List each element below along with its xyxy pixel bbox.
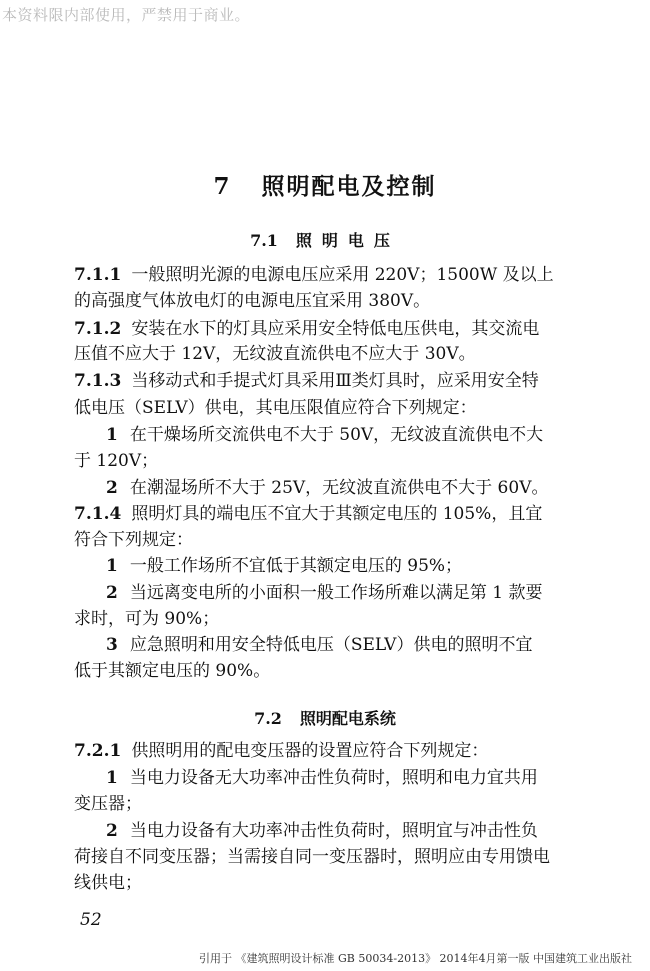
section-number: 7.1	[250, 231, 278, 250]
item-7-2-1-2-line-3: 线供电；	[74, 873, 142, 893]
item-text: 应急照明和用安全特低电压（SELV）供电的照明不宜	[129, 635, 533, 655]
section-title-7-2	[0, 706, 650, 729]
item-7-1-4-2-line-2: 求时，可为 90%；	[74, 609, 220, 629]
item-7-2-1-2-line-1	[106, 820, 538, 842]
citation-footer: 引用于 《建筑照明设计标准 GB 50034-2013》 2014年4月第一版 中国建筑工业出版社	[199, 952, 633, 965]
clause-number: 7.1.1	[74, 265, 122, 285]
item-number: 3	[106, 635, 118, 655]
item-number: 2	[106, 821, 118, 841]
item-text: 在干燥场所交流供电不大于 50V，无纹波直流供电不大	[129, 425, 544, 445]
clause-text: 供照明用的配电变压器的设置应符合下列规定：	[131, 741, 489, 761]
item-number: 1	[106, 556, 118, 576]
item-7-2-1-1-line-1	[106, 767, 538, 789]
item-7-1-4-1	[106, 555, 462, 577]
clause-text: 照明灯具的端电压不宜大于其额定电压的 105%，且宜	[131, 504, 543, 524]
clause-7-1-3-line-2: 低电压（SELV）供电，其电压限值应符合下列规定：	[74, 398, 477, 418]
clause-7-1-4-line-2: 符合下列规定：	[74, 530, 193, 550]
chapter-number: 7	[213, 173, 232, 200]
clause-7-1-2-line-1	[74, 318, 539, 340]
clause-7-1-3-line-1	[74, 370, 539, 392]
item-7-1-3-1-line-2: 于 120V；	[74, 451, 159, 471]
item-7-1-4-3-line-2: 低于其额定电压的 90%。	[74, 661, 271, 681]
section-number: 7.2	[254, 709, 282, 728]
clause-text: 一般照明光源的电源电压应采用 220V；1500W 及以上	[131, 265, 554, 285]
item-text: 一般工作场所不宜低于其额定电压的 95%；	[129, 556, 463, 576]
clause-number: 7.1.2	[74, 319, 122, 339]
clause-number: 7.1.3	[74, 371, 122, 391]
section-title-text: 照明电压	[295, 231, 400, 250]
clause-7-1-1-line-1	[74, 264, 554, 286]
chapter-title	[0, 168, 650, 201]
item-7-2-1-2-line-2: 荷接自不同变压器；当需接自同一变压器时，照明应由专用馈电	[74, 847, 550, 867]
clause-7-1-4-line-1	[74, 503, 542, 525]
chapter-title-text: 照明配电及控制	[261, 173, 437, 200]
item-number: 1	[106, 768, 118, 788]
clause-text: 安装在水下的灯具应采用安全特低电压供电，其交流电	[131, 319, 540, 339]
item-text: 当远离变电所的小面积一般工作场所难以满足第 1 款要	[129, 583, 543, 603]
item-text: 在潮湿场所不大于 25V，无纹波直流供电不大于 60V。	[129, 478, 549, 498]
clause-number: 7.1.4	[74, 504, 122, 524]
item-number: 1	[106, 425, 118, 445]
item-number: 2	[106, 478, 118, 498]
item-number: 2	[106, 583, 118, 603]
section-title-text: 照明配电系统	[299, 709, 396, 728]
clause-7-2-1-line-1	[74, 740, 488, 762]
item-7-1-4-2-line-1	[106, 582, 542, 604]
item-7-1-3-1-line-1	[106, 424, 543, 446]
item-text: 当电力设备有大功率冲击性负荷时，照明宜与冲击性负	[129, 821, 538, 841]
item-7-2-1-1-line-2: 变压器；	[74, 794, 142, 814]
item-text: 当电力设备无大功率冲击性负荷时，照明和电力宜共用	[129, 768, 538, 788]
watermark-text: 本资料限内部使用，严禁用于商业。	[2, 6, 251, 24]
clause-text: 当移动式和手提式灯具采用Ⅲ类灯具时，应采用安全特	[131, 371, 539, 391]
clause-7-1-2-line-2: 压值不应大于 12V，无纹波直流供电不应大于 30V。	[74, 344, 476, 364]
item-7-1-4-3-line-1	[106, 634, 532, 656]
clause-number: 7.2.1	[74, 741, 122, 761]
section-title-7-1	[0, 228, 650, 251]
clause-7-1-1-line-2: 的高强度气体放电灯的电源电压宜采用 380V。	[74, 291, 431, 311]
page-number: 52	[80, 910, 102, 930]
item-7-1-3-2	[106, 477, 548, 499]
